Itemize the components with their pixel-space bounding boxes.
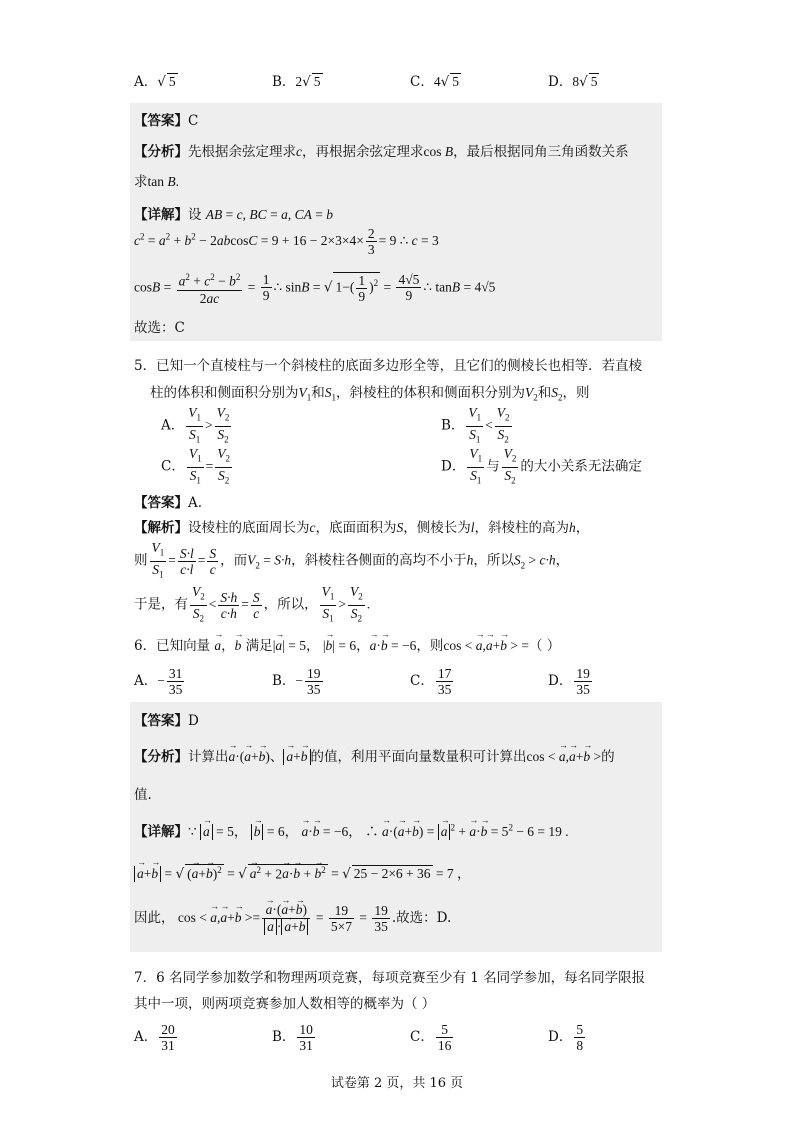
q6-option-a: A．− $\frac{31}{35}$: [134, 666, 183, 697]
q5-analysis-line3: 于是，有 $\frac{V_2}{S_2}$ < $\frac{S\cdot h}{c\cdot h}$ = $\frac{S}{c}$ ，所以， $\frac{V_1}{S_1}$ > $\frac{V_2}{S_2}$ .: [134, 584, 371, 624]
q7-option-d: D． $\frac{5}{8}$: [548, 1022, 584, 1053]
q5-option-a: A． $\frac{V_1}{S_1}$ > $\frac{V_2}{S_2}$: [161, 405, 230, 445]
q4-option-c: C．4√ 5: [410, 74, 459, 90]
q4-detail-line2: $c^2 = a^2 + b^2 - 2abcosC = 9 + 16 - 2\times 3\times 4\times$ $\frac{2}{3}$ = 9 ∴ c = 3: [134, 226, 439, 257]
q6-detail-line2: → a+→ b = √ (→ a+→ b)$^2$ = √→ $a^2 + 2\to a\cdot\to b$ + → $b^2$ = √ 25 − 2×6 + 36 = 7 ，: [134, 862, 471, 882]
q7-option-a: A． $\frac{20}{31}$: [134, 1022, 175, 1053]
q6-analysis-line2: 值.: [134, 787, 152, 803]
q5-option-d: D． $\frac{V_1}{S_1}$ 与 $\frac{V_2}{S_2}$ 的大小关系无法确定: [441, 446, 642, 486]
q6-option-c: C． $\frac{17}{35}$: [410, 666, 452, 697]
q5-stem-line2: 柱的体积和侧面积分别为$V_1$和$S_1$，斜棱柱的体积和侧面积分别为$V_2$和$S_2$，则: [150, 385, 590, 403]
q4-answer: 【答案】C: [134, 113, 199, 129]
q6-option-b: B．− $\frac{19}{35}$: [272, 666, 321, 697]
q7-option-c: C． $\frac{5}{16}$: [410, 1022, 452, 1053]
q4-analysis-line1: 【分析】先根据余弦定理求c，再根据余弦定理求cos B，最后根据同角三角函数关系: [134, 144, 629, 160]
q4-conclusion: 故选：C: [134, 320, 185, 336]
q6-stem: 6．已知向量 → a，→ b 满足|→ a| = 5， |→ b| = 6，→ a·→ b = −6，则cos < → a,→ a+→ b > =（ ）: [134, 634, 560, 654]
q5-analysis-line1: 【解析】设棱柱的底面周长为c，底面面积为S，侧棱长为l，斜棱柱的高为h，: [134, 520, 590, 536]
page-footer: 试卷第 2 页，共 16 页: [330, 1076, 464, 1091]
q5-analysis-line2: 则 $\frac{V_1}{S_1}$ = $\frac{S\cdot l}{c\cdot l}$ = $\frac{S}{c}$ ，而$V_2 = S\cdot h$，斜棱柱各侧面的高均不小于h，所以$S_2 > c\cdot h$，: [134, 540, 570, 580]
q5-option-c: C． $\frac{V_1}{S_1}$ = $\frac{V_2}{S_2}$: [161, 446, 230, 486]
q6-analysis-line1: 【分析】计算出→ a·(→ a+→ b)、→ a+→ b 的值，利用平面向量数量积可计算出cos < → a,→ a+→ b >的: [134, 745, 615, 765]
q5-answer: 【答案】A.: [134, 495, 203, 511]
q6-option-d: D． $\frac{19}{35}$: [548, 666, 590, 697]
q6-detail-line3: 因此， cos < → a,→ a+→ b >= → a·(→ a+→ b) → a ·→ a+→ b = $\frac{19}{5\times 7}$ = $\frac{19}{35}$ .故选：D.: [134, 902, 451, 935]
q4-detail-line1: 【详解】设 AB = c, BC = a, CA = b: [134, 207, 333, 223]
q7-stem-line2: 其中一项，则两项竞赛参加人数相等的概率为（ ）: [134, 996, 436, 1012]
q6-detail-line1: 【详解】∵ → a = 5， → b = 6， → a·→ b = −6， ∴ → a·(→ a+→ b) = → a $^2$ + → $a\cdot\to b = 5^2 - 6 = 19$ .: [134, 820, 569, 840]
q5-option-b: B． $\frac{V_1}{S_1}$ < $\frac{V_2}{S_2}$: [441, 405, 510, 445]
q5-stem-line1: 5．已知一个直棱柱与一个斜棱柱的底面多边形全等，且它们的侧棱长也相等．若直棱: [134, 358, 643, 374]
q4-analysis-line2: 求tan B.: [134, 174, 179, 190]
q4-detail-line3: cosB = $\frac{a^2 + c^2 - b^2}{2ac}$ = $\frac{1}{9}$ ∴ sinB = √ 1−( $\frac{1}{9}$ )$^2$ = $\frac{4√5}{9}$ ∴ tanB = 4√5: [134, 272, 496, 306]
q7-stem-line1: 7．6 名同学参加数学和物理两项竞赛，每项竞赛至少有 1 名同学参加，每名同学限报: [134, 970, 646, 986]
q7-option-b: B． $\frac{10}{31}$: [272, 1022, 313, 1053]
q4-option-d: D．8√ 5: [548, 74, 598, 90]
q4-option-b: B．2√ 5: [272, 74, 321, 90]
q4-option-a: A．√ 5: [134, 74, 176, 90]
q6-answer: 【答案】D: [134, 713, 199, 729]
